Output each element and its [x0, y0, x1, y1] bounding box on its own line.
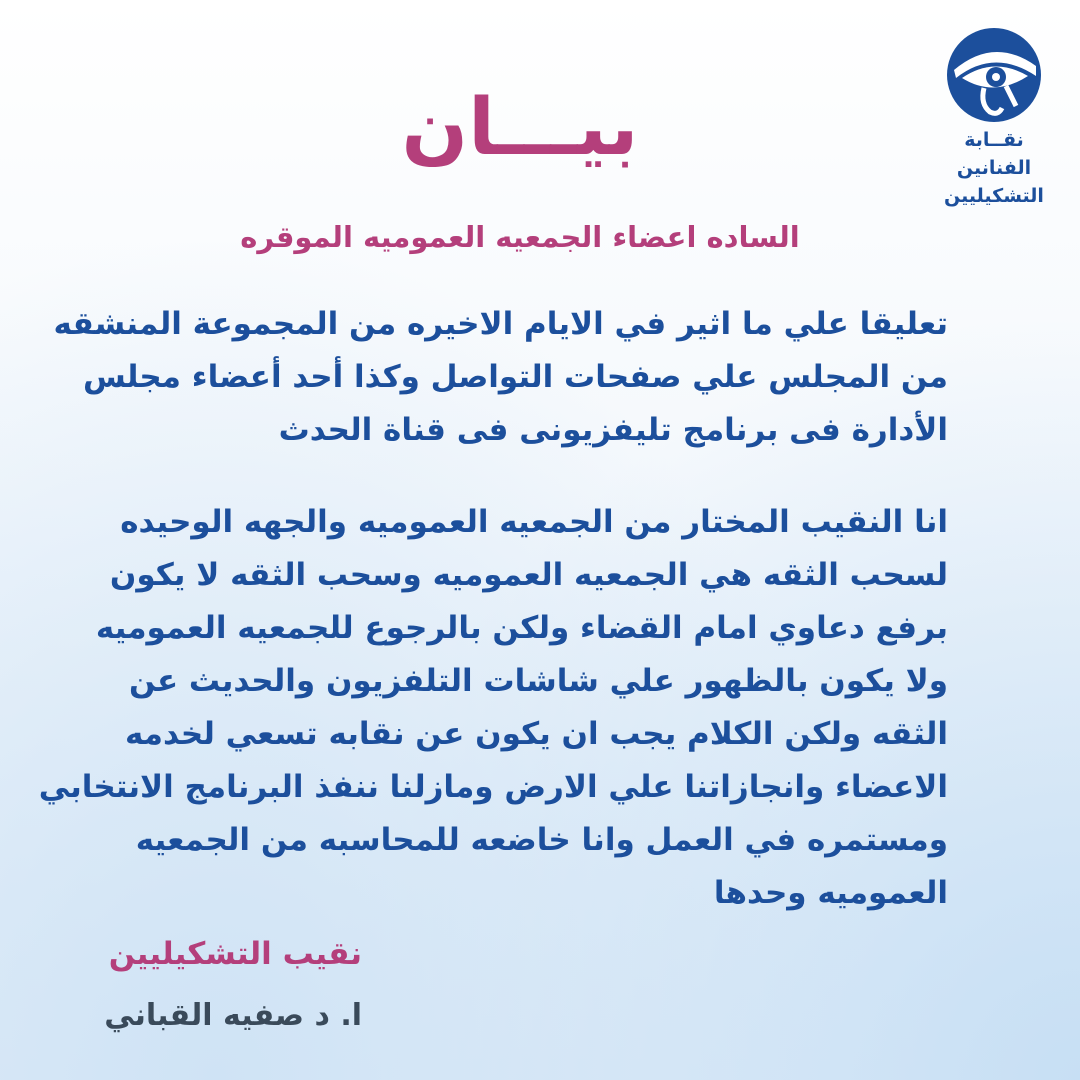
- paragraph-line: انا النقيب المختار من الجمعيه العموميه والجهه الوحيده: [120, 504, 948, 540]
- addressee-line: الساده اعضاء الجمعيه العموميه الموقره: [240, 220, 800, 254]
- logo-text-line-1: نقــابة: [964, 129, 1024, 151]
- logo-text-line-2: الفنانين: [956, 157, 1032, 179]
- paragraph-line: الثقه ولكن الكلام يجب ان يكون عن نقابه تسعي لخدمه: [124, 716, 948, 752]
- paragraph-line: من المجلس علي صفحات التواصل وكذا أحد أعضاء مجلس: [82, 359, 948, 395]
- signature-name: ا. د صفيه القباني: [104, 998, 362, 1033]
- paragraph-1: [53, 298, 948, 457]
- paragraph-line: ولا يكون بالظهور علي شاشات التلفزيون والحديث عن: [129, 663, 948, 699]
- paragraph-line: الاعضاء وانجازاتنا علي الارض ومازلنا ننفذ البرنامج الانتخابي: [38, 769, 948, 805]
- paragraph-line: لسحب الثقه هي الجمعيه العموميه وسحب الثقه لا يكون: [109, 557, 948, 593]
- paragraph-line: ومستمره في العمل وانا خاضعه للمحاسبه من الجمعيه: [135, 822, 948, 858]
- signature-title: نقيب التشكيليين: [108, 936, 362, 972]
- paragraph-line: برفع دعاوي امام القضاء ولكن بالرجوع للجمعيه العموميه: [95, 610, 948, 646]
- paragraph-line: تعليقا علي ما اثير في الايام الاخيره من المجموعة المنشقه: [53, 306, 948, 342]
- paragraph-line: العموميه وحدها: [713, 875, 948, 911]
- paragraph-2: [38, 496, 948, 920]
- logo-text-line-3: التشكيليين: [944, 185, 1044, 207]
- statement-title: بيـــان: [401, 83, 639, 173]
- paragraph-line: الأدارة فى برنامج تليفزيونى فى قناة الحدث: [278, 412, 948, 448]
